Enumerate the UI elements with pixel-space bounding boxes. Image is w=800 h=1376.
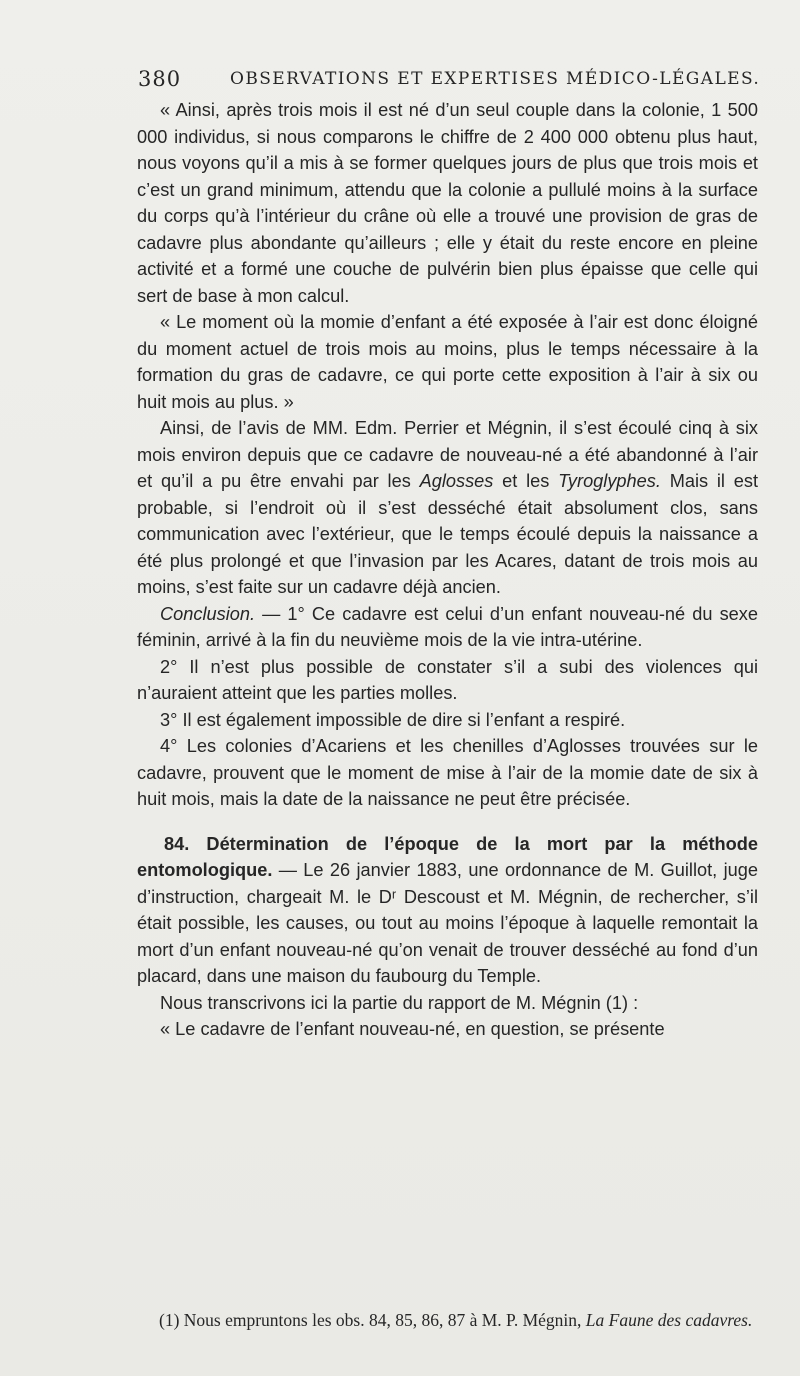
running-header xyxy=(138,64,778,94)
text-run: Mais il est probable, si l’endroit où il s’est desséché était absolument clos, sans communication avec l’extérieur, que le temps écoulé depuis la naissance a été plus prolongé et que l’invasion par les Acares, datant de trois mois au moins, s’est faite sur un cadavre déjà ancien. xyxy=(137,471,759,597)
conclusion-item: 4° Les colonies d’Acariens et les chenilles d’Aglosses trouvées sur le cadavre, prouvent que le moment de mise à l’air de la momie date de six à huit mois, mais la date de la naissance ne peut être précisée. xyxy=(137,736,758,809)
paragraph: « Le cadavre de l’enfant nouveau-né, en question, se présente xyxy=(160,1019,665,1039)
running-title: OBSERVATIONS ET EXPERTISES MÉDICO-LÉGALES. xyxy=(230,69,761,89)
section-paragraph xyxy=(137,831,758,990)
paragraph: « Le moment où la momie d’enfant a été exposée à l’air est donc éloigné du moment actuel de trois mois au moins, plus le temps nécessaire à la formation du gras de cadavre, ce qui porte cette exposition à l’air à six ou huit mois au plus. » xyxy=(137,312,758,412)
text-run: — 1° Ce cadavre est celui d’un enfant nouveau-né du sexe féminin, arrivé à la fin du neuvième mois de la vie intra-utérine. xyxy=(137,603,758,650)
footnote-text: (1) Nous empruntons les obs. 84, 85, 86, 87 à M. P. Mégnin, xyxy=(159,1310,586,1330)
conclusion-label: Conclusion. xyxy=(160,603,256,624)
conclusion-item: 2° Il n’est plus possible de constater s’il a subi des violences qui n’auraient atteint que les parties molles. xyxy=(137,656,758,703)
conclusion-paragraph xyxy=(137,601,758,654)
text-run: Ainsi, de l’avis de MM. Edm. Perrier et Mégnin, il s’est écoulé cinq à six mois environ depuis que ce cadavre de nouveau-né a été abandonné à l’air et qu’il a pu être envahi par les xyxy=(137,418,758,491)
page-number: 380 xyxy=(138,67,182,91)
conclusion-item: 3° Il est également impossible de dire si l’enfant a respiré. xyxy=(160,709,626,730)
footnote-book-title: La Faune des cadavres. xyxy=(585,1310,753,1330)
italic-term: Aglosses xyxy=(419,471,494,491)
paragraph: Nous transcrivons ici la partie du rapport de M. Mégnin (1) : xyxy=(160,992,639,1013)
section-heading: 84. Détermination de l’époque de la mort par la méthode entomologique. xyxy=(137,833,758,880)
body-text xyxy=(137,97,758,1043)
text-run: et les xyxy=(493,471,559,491)
text-run: — Le 26 janvier 1883, une ordonnance de M. Guillot, juge d’instruction, chargeait M. le Dʳ Descoust et M. Mégnin, de rechercher, s’il était possible, les causes, ou tout au moins l’époque à laquelle remontait la mort d’un enfant nouveau-né qu’on venait de trouver desséché au fond d’un placard, dans une maison du faubourg du Temple. xyxy=(137,860,758,986)
italic-term: Tyroglyphes. xyxy=(558,471,661,491)
paragraph xyxy=(137,415,758,601)
footnote xyxy=(137,1309,758,1331)
paragraph: « Ainsi, après trois mois il est né d’un seul couple dans la colonie, 1 500 000 individus, si nous comparons le chiffre de 2 400 000 obtenu plus haut, nous voyons qu’il a mis à se former quelques jours de plus que trois mois et c’est un grand minimum, attendu que la colonie a pullulé moins à la surface du corps qu’à l’intérieur du crâne où elle a trouvé une provision de gras de cadavre plus abondante qu’ailleurs ; elle y était du reste encore en pleine activité et a formé une couche de pulvérin bien plus épaisse que celle qui sert de base à mon calcul. xyxy=(137,100,758,306)
